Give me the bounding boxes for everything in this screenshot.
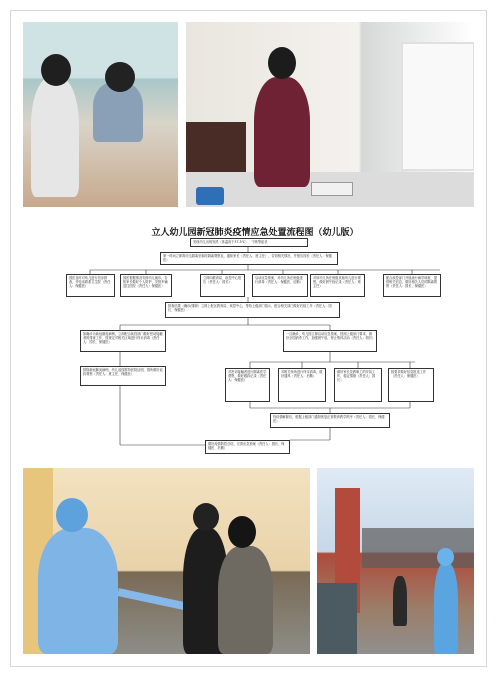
photo-phone-report (186, 22, 474, 207)
flow-node-branch-2: 园医根据情况安排幼儿就诊，告知家长做好个人防护，安排车辆送往医院（责任人：保健医） (120, 274, 172, 297)
flow-node-branch-4: 启动应急预案，对幼儿所在班级进行消毒（责任人：保健医、后勤） (252, 274, 308, 297)
flow-node-branch-6: 配合疾控部门开展流行病学调查，提供相关信息，做好相关人员的隔离观察（责任人：园长、保健医） (383, 274, 441, 297)
flow-node-sub-1: 对密切接触者进行隔离医学观察，做好跟踪记录（责任人：保健医） (225, 368, 270, 402)
flow-node-excluded: 排除新冠肺炎病例，幼儿返园需持医院证明，园所做好追踪观察（责任人：班主任、保健医） (80, 366, 166, 386)
flow-node-sub-3: 做好家长及教职工的安抚工作，稳定情绪（责任人：园长） (334, 368, 382, 402)
flow-node-sub-4: 按要求做好信息报送工作（责任人：保健医） (388, 368, 434, 402)
flow-node-branch-5: 对该幼儿所在班级其他幼儿进行观察，做好晨午检记录（责任人：班主任） (310, 274, 365, 297)
flow-node-resume: 待疫情解除后，根据上级部门通知恢复正常教育教学秩序（责任人：园长、保健医） (270, 413, 390, 428)
flowchart-title: 立人幼儿园新冠肺炎疫情应急处置流程图（幼儿版） (151, 228, 359, 238)
flow-node-branch-3: 立即向教育局、疾控中心报告（责任人：园长） (200, 274, 245, 297)
flow-node-confirmed: 如确诊为新冠肺炎病例，立即配合疾控部门做好密切接触者的排查工作，按规定对相关区域进行终末消毒（责任人：园长、保健医） (80, 330, 166, 352)
photo-entrance-screening (23, 468, 310, 654)
flow-node-report: 排查结果（确诊/排除）立即上报区教育局、疾控中心，等待上级部门指示，配合相关部门做好后续工作（责任人：园长、保健医） (165, 302, 340, 318)
flow-node-sub-2: 对相关场所进行终末消毒，做好通风（责任人：后勤） (278, 368, 326, 402)
photo-gate-screening (317, 468, 474, 654)
flow-node-start: 发现幼儿出现发热（体温高于37.3℃）、干咳等症状 (190, 238, 308, 247)
flow-node-isolate: 第一时间立即将幼儿隔离至临时隔离观察室，通知家长（责任人：班主任），告知相关情况，并报告园长（责任人：保健医） (160, 252, 338, 265)
flow-node-end: 做好疫情防控总结，完善应急预案（责任人：园长、保健医、后勤） (205, 440, 290, 454)
flow-node-branch-1: 园医及时对幼儿进行初步排查，并电话联系卫生院（责任人：保健医） (66, 274, 115, 297)
photo-temperature-check (23, 22, 178, 207)
flow-node-emergency-plan: 一旦确诊，幼儿园立即启动应急预案，按照上级部门要求，做好全园消杀工作，加强晨午检，停止集体活动（责任人：园长） (283, 330, 377, 352)
